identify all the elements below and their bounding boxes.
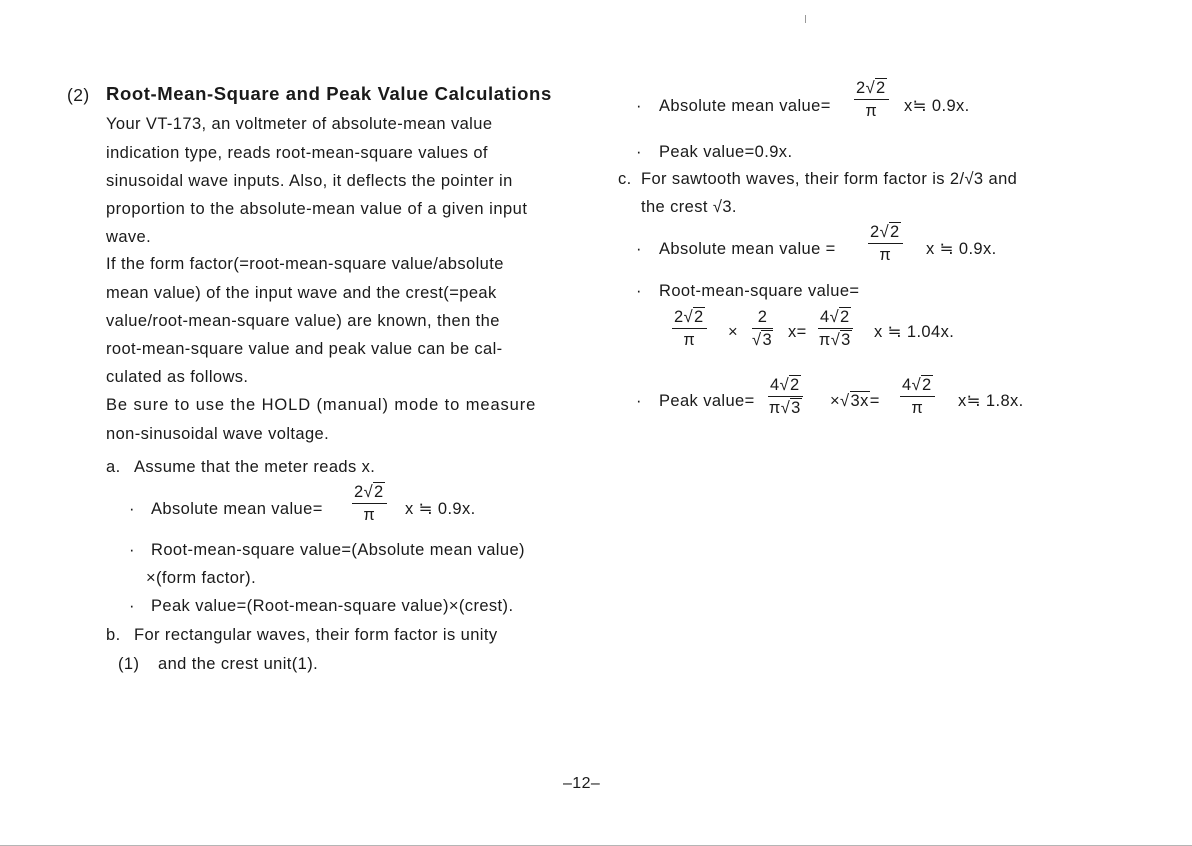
- formula-label: Absolute mean value=: [659, 97, 831, 115]
- formula-label: Absolute mean value =: [659, 240, 836, 258]
- text-line: mean value) of the input wave and the crest(=peak: [106, 284, 497, 302]
- text-line: Your VT-173, an voltmeter of absolute-mean value: [106, 115, 493, 133]
- formula-result: x ≒ 0.9x.: [405, 500, 476, 518]
- bullet: ·: [636, 143, 642, 161]
- operator: ×: [728, 323, 739, 341]
- fraction: 4√2 π√3: [818, 308, 851, 349]
- operator: x=: [788, 323, 807, 341]
- formula-label: Peak value=(Root-mean-square value)×(crest).: [151, 597, 514, 615]
- text-line: non-sinusoidal wave voltage.: [106, 425, 330, 443]
- formula-label: Peak value=: [659, 392, 755, 410]
- text-line: proportion to the absolute-mean value of a given input: [106, 200, 528, 218]
- bullet: ·: [129, 597, 135, 615]
- text-line: culated as follows.: [106, 368, 249, 386]
- text-line: sinusoidal wave inputs. Also, it deflects the pointer in: [106, 172, 513, 190]
- text-line: If the form factor(=root-mean-square value/absolute: [106, 255, 504, 273]
- bullet: ·: [636, 240, 642, 258]
- bullet: ·: [129, 541, 135, 559]
- page-number: –12–: [563, 775, 601, 792]
- item-b-text: For rectangular waves, their form factor is unity: [134, 626, 498, 644]
- text-line: root-mean-square value and peak value can be cal-: [106, 340, 503, 358]
- item-a-text: Assume that the meter reads x.: [134, 458, 376, 476]
- formula-label: Absolute mean value=: [151, 500, 323, 518]
- formula-result: x≒ 0.9x.: [904, 97, 970, 115]
- text-line: wave.: [106, 228, 152, 246]
- formula-label: Root-mean-square value=(Absolute mean value): [151, 541, 525, 559]
- scan-mark: [805, 15, 806, 23]
- text-line: value/root-mean-square value) are known, then the: [106, 312, 500, 330]
- item-b-text: and the crest unit(1).: [158, 655, 319, 673]
- formula-result: x≒ 1.8x.: [958, 392, 1024, 410]
- text-line: Be sure to use the HOLD (manual) mode to measure: [106, 396, 537, 414]
- item-marker-c: c.: [618, 170, 632, 188]
- text-line: indication type, reads root-mean-square values of: [106, 144, 488, 162]
- section-title: Root-Mean-Square and Peak Value Calculations: [106, 83, 552, 104]
- fraction: 2√2 π: [868, 224, 903, 263]
- bullet: ·: [636, 97, 642, 115]
- bullet: ·: [636, 282, 642, 300]
- fraction: 2 √3: [752, 308, 773, 349]
- fraction: 2√2 π: [854, 80, 889, 119]
- fraction: 4√2 π√3: [768, 376, 801, 417]
- fraction: 2√2 π: [352, 484, 387, 523]
- item-b-sub-marker: (1): [118, 655, 140, 673]
- bullet: ·: [636, 392, 642, 410]
- item-marker-a: a.: [106, 458, 121, 476]
- item-marker-b: b.: [106, 626, 121, 644]
- formula-term: ×√3x=: [830, 392, 880, 410]
- formula-label: Peak value=0.9x.: [659, 143, 793, 161]
- fraction: 2√2 π: [672, 309, 707, 348]
- fraction: 4√2 π: [900, 377, 935, 416]
- section-number: (2): [67, 85, 90, 105]
- item-c-text: the crest √3.: [641, 198, 737, 216]
- formula-label: Root-mean-square value=: [659, 282, 860, 300]
- bullet: ·: [129, 500, 135, 518]
- formula-result: x ≒ 1.04x.: [874, 323, 955, 341]
- formula-result: x ≒ 0.9x.: [926, 240, 997, 258]
- item-c-text: For sawtooth waves, their form factor is 2/√3 and: [641, 170, 1018, 188]
- formula-label: ×(form factor).: [146, 569, 257, 587]
